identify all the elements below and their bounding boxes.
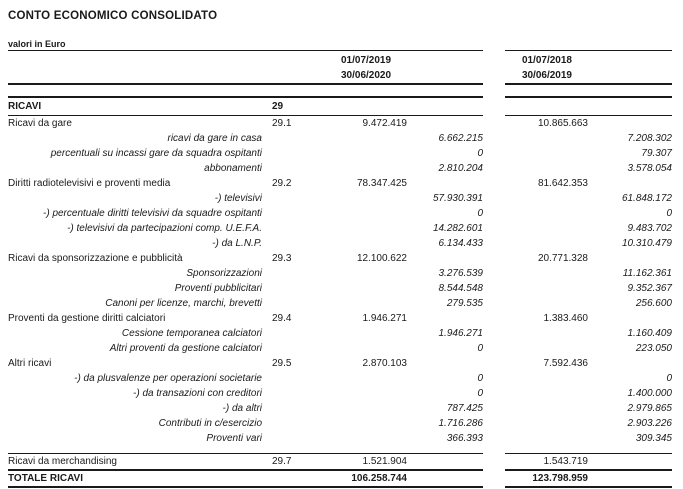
row-detail-prior: 79.307	[641, 148, 672, 159]
row-label: -) da L.N.P.	[212, 238, 262, 249]
row-value-prior: 1.543.719	[543, 456, 588, 467]
period-current-start: 01/07/2019	[341, 55, 392, 66]
row-detail-prior: 256.600	[635, 298, 672, 309]
row-label: -) da plusvalenze per operazioni societarie	[74, 373, 262, 384]
row-note: 29.5	[272, 358, 292, 369]
period-prior-end: 30/06/2019	[521, 70, 572, 81]
row-label: Ricavi da gare	[8, 118, 72, 129]
row-detail-current: 1.946.271	[438, 328, 483, 339]
row-label: Diritti radiotelevisivi e proventi media	[8, 178, 171, 189]
table-row	[8, 341, 672, 356]
row-label: percentuali su incassi gare da squadra ospitanti	[50, 148, 262, 159]
row-detail-prior: 11.162.361	[622, 268, 672, 279]
section-top-rule	[8, 96, 672, 98]
table-row	[8, 176, 672, 191]
row-value-prior: 81.642.353	[537, 178, 588, 189]
rule-segment-right	[505, 50, 672, 51]
rule-gap	[483, 453, 505, 454]
row-label: Altri ricavi	[8, 358, 52, 369]
row-detail-prior: 2.903.226	[627, 418, 672, 429]
section-note: 29	[272, 101, 284, 112]
row-value-prior: 20.771.328	[537, 253, 588, 264]
row-detail-current: 8.544.548	[438, 283, 483, 294]
row-detail-prior: 0	[666, 208, 672, 219]
rule-gap	[483, 83, 505, 85]
row-detail-prior: 9.483.702	[627, 223, 672, 234]
row-label: Canoni per licenze, marchi, brevetti	[105, 298, 262, 309]
row-label: -) da transazioni con creditori	[133, 388, 262, 399]
row-detail-prior: 2.979.865	[627, 403, 672, 414]
table-row	[8, 236, 672, 251]
row-detail-prior: 3.578.054	[627, 163, 672, 174]
row-detail-current: 0	[477, 388, 483, 399]
row-detail-current: 1.716.286	[438, 418, 483, 429]
period-end-row	[8, 68, 672, 83]
row-value-current: 12.100.622	[356, 253, 407, 264]
dates-underline-rule	[8, 83, 672, 85]
rule-segment-left	[8, 486, 483, 488]
row-detail-current: 6.134.433	[438, 238, 483, 249]
row-value-prior: 7.592.436	[543, 358, 588, 369]
table-row	[8, 371, 672, 386]
row-detail-current: 3.276.539	[438, 268, 483, 279]
rule-gap	[483, 469, 505, 471]
row-detail-prior: 1.400.000	[627, 388, 672, 399]
total-label: TOTALE RICAVI	[8, 473, 83, 484]
section-header-row	[8, 98, 672, 115]
table-row	[8, 326, 672, 341]
table-row	[8, 116, 672, 131]
row-detail-prior: 10.310.479	[621, 238, 672, 249]
rule-segment-left	[8, 83, 483, 85]
rule-segment-left	[8, 96, 483, 98]
row-label: -) televisivi da partecipazioni comp. U.E.F.A.	[67, 223, 262, 234]
row-value-current: 9.472.419	[362, 118, 407, 129]
table-spacer	[8, 446, 672, 453]
row-label: Proventi da gestione diritti calciatori	[8, 313, 166, 324]
row-detail-prior: 1.160.409	[627, 328, 672, 339]
row-label: Proventi vari	[206, 433, 262, 444]
table-row	[8, 281, 672, 296]
row-detail-prior: 7.208.302	[627, 133, 672, 144]
row-detail-current: 0	[477, 343, 483, 354]
table-row	[8, 266, 672, 281]
row-label: abbonamenti	[204, 163, 262, 174]
header-rule	[8, 50, 672, 51]
table-row	[8, 454, 672, 469]
row-value-current: 78.347.425	[356, 178, 407, 189]
rule-segment-right	[505, 83, 672, 85]
document-title: CONTO ECONOMICO CONSOLIDATO	[8, 10, 218, 22]
total-value-prior: 123.798.959	[532, 473, 588, 484]
row-detail-current: 14.282.601	[432, 223, 483, 234]
table-row	[8, 416, 672, 431]
row-label: Cessione temporanea calciatori	[121, 328, 262, 339]
row-detail-current: 0	[477, 373, 483, 384]
row-label: -) da altri	[222, 403, 262, 414]
row-label: Contributi in c/esercizio	[158, 418, 262, 429]
row-detail-current: 0	[477, 148, 483, 159]
header-gap	[8, 85, 672, 96]
row-detail-current: 0	[477, 208, 483, 219]
section-label: RICAVI	[8, 101, 42, 112]
table-row	[8, 251, 672, 266]
rule-gap	[483, 96, 505, 98]
row-detail-current: 787.425	[446, 403, 483, 414]
total-value-current: 106.258.744	[351, 473, 407, 484]
row-label: Altri proventi da gestione calciatori	[109, 343, 262, 354]
row-note: 29.1	[272, 118, 292, 129]
row-label: Ricavi da sponsorizzazione e pubblicità	[8, 253, 183, 264]
table-row	[8, 191, 672, 206]
row-value-current: 1.946.271	[362, 313, 407, 324]
row-value-prior: 1.383.460	[543, 313, 588, 324]
row-label: Ricavi da merchandising	[8, 456, 117, 467]
row-detail-prior: 61.848.172	[621, 193, 672, 204]
rule-gap	[483, 486, 505, 488]
rule-segment-right	[505, 96, 672, 98]
row-note: 29.3	[272, 253, 292, 264]
row-label: ricavi da gare in casa	[167, 133, 262, 144]
table-row	[8, 221, 672, 236]
row-detail-current: 57.930.391	[432, 193, 483, 204]
table-body	[8, 116, 672, 469]
row-value-current: 1.521.904	[362, 456, 407, 467]
table-row	[8, 146, 672, 161]
row-value-current: 2.870.103	[362, 358, 407, 369]
table-row	[8, 431, 672, 446]
row-detail-prior: 223.050	[635, 343, 672, 354]
row-label: Proventi pubblicitari	[174, 283, 262, 294]
period-current-end: 30/06/2020	[341, 70, 392, 81]
period-prior-start: 01/07/2018	[521, 55, 572, 66]
table-row	[8, 311, 672, 326]
table-row	[8, 296, 672, 311]
row-detail-current: 2.810.204	[438, 163, 483, 174]
rule-gap	[483, 115, 505, 116]
period-start-row	[8, 53, 672, 68]
table-row	[8, 161, 672, 176]
row-value-prior: 10.865.663	[537, 118, 588, 129]
row-note: 29.7	[272, 456, 292, 467]
row-detail-current: 6.662.215	[438, 133, 483, 144]
table-row	[8, 131, 672, 146]
table-row	[8, 386, 672, 401]
currency-note: valori in Euro	[8, 39, 66, 49]
total-row	[8, 471, 672, 486]
table-row	[8, 206, 672, 221]
row-detail-current: 366.393	[446, 433, 483, 444]
rule-segment-left	[8, 50, 483, 51]
row-detail-prior: 9.352.367	[627, 283, 672, 294]
table-row	[8, 356, 672, 371]
row-detail-prior: 0	[666, 373, 672, 384]
table-row	[8, 401, 672, 416]
rule-segment-right	[505, 486, 672, 488]
row-label: Sponsorizzazioni	[186, 268, 262, 279]
row-label: -) percentuale diritti televisivi da squadre ospitanti	[43, 208, 262, 219]
row-note: 29.4	[272, 313, 292, 324]
row-label: -) televisivi	[214, 193, 262, 204]
row-note: 29.2	[272, 178, 292, 189]
row-detail-prior: 309.345	[635, 433, 672, 444]
rule-gap	[483, 50, 505, 51]
total-bottom-rule	[8, 486, 672, 488]
row-detail-current: 279.535	[446, 298, 483, 309]
